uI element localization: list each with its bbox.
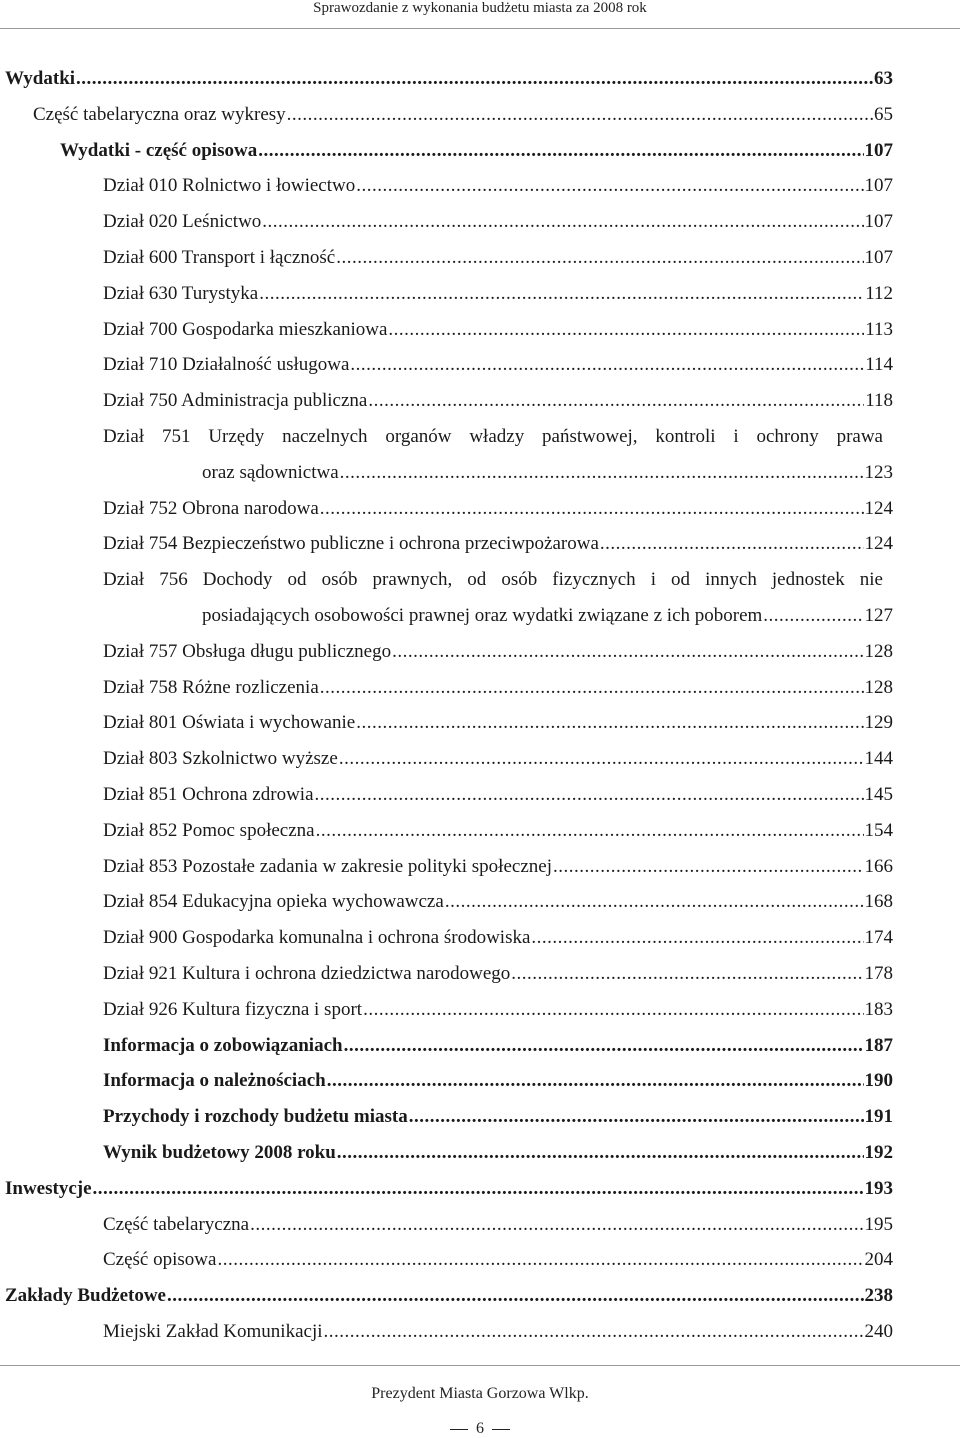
toc-entry-page: 107 [864, 139, 893, 161]
toc-entry-title: Zakłady Budżetowe [5, 1285, 166, 1307]
toc-entry-title: Dział 853 Pozostałe zadania w zakresie polityki społecznej [103, 855, 552, 877]
dot-leader [262, 212, 863, 232]
toc-entry-page: 118 [865, 390, 893, 412]
toc-entry-title: Dział 020 Leśnictwo [103, 211, 262, 233]
toc-entry-inwestycje-czesc-opisowa[interactable] [103, 1243, 893, 1279]
toc-entry-title: Dział 700 Gospodarka mieszkaniowa [103, 318, 388, 340]
dash-right [492, 1429, 510, 1430]
toc-entry-title: Dział 757 Obsługa długu publicznego [103, 640, 392, 662]
toc-entry-informacja-zobowiazania[interactable] [103, 1029, 893, 1065]
dot-leader [259, 284, 864, 304]
toc-entry-page: 168 [864, 891, 893, 913]
dot-leader [388, 320, 864, 340]
toc-entry-page: 128 [864, 640, 893, 662]
dot-leader [409, 1107, 864, 1127]
dot-leader [600, 534, 864, 554]
toc-entry-page: 238 [864, 1285, 893, 1307]
dot-leader [356, 176, 863, 196]
toc-entry-page: 187 [864, 1034, 893, 1056]
toc-entry-dzial-921[interactable] [103, 957, 893, 993]
toc-entry-title: Wydatki [5, 68, 76, 89]
footer-text: Prezydent Miasta Gorzowa Wlkp. [371, 1385, 589, 1402]
dot-leader [167, 1286, 864, 1306]
dot-leader [344, 1036, 864, 1056]
dot-leader [340, 463, 864, 483]
toc-entry-page: 107 [864, 211, 893, 233]
dot-leader [511, 964, 863, 984]
toc-entry-title: Dział 750 Administracja publiczna [103, 390, 368, 412]
dot-leader [356, 713, 863, 733]
dot-leader [445, 892, 864, 912]
toc-entry-title: Część tabelaryczna oraz wykresy [33, 103, 286, 125]
dot-leader [339, 749, 864, 769]
toc-entry-title: posiadających osobowości prawnej oraz wydatki związane z ich poborem [202, 604, 763, 626]
toc-entry-title: Informacja o zobowiązaniach [103, 1034, 343, 1056]
toc-entry-page: 63 [874, 68, 893, 89]
toc-entry-page: 65 [874, 103, 893, 125]
toc-entry-dzial-010[interactable] [103, 169, 893, 205]
toc-entry-title: Część tabelaryczna [103, 1213, 250, 1235]
dot-leader [250, 1215, 863, 1235]
toc-entry-title: Dział 010 Rolnictwo i łowiectwo [103, 175, 356, 197]
toc-entry-dzial-752[interactable] [103, 492, 893, 528]
toc-entry-dzial-852[interactable] [103, 814, 893, 850]
toc-entry-title: Dział 630 Turystyka [103, 282, 259, 304]
toc-entry-przychody-rozchody[interactable] [103, 1100, 893, 1136]
dot-leader [363, 1000, 863, 1020]
dot-leader [258, 141, 863, 161]
toc-entry-dzial-020[interactable] [103, 205, 893, 241]
toc-entry-title: Inwestycje [5, 1177, 92, 1199]
dot-leader [320, 678, 864, 698]
footer-divider [0, 1365, 960, 1366]
toc-entry-page: 144 [864, 748, 893, 770]
dot-leader [531, 928, 863, 948]
toc-entry-dzial-803[interactable] [103, 742, 893, 778]
dot-leader [350, 355, 864, 375]
toc-entry-page: 112 [865, 282, 893, 304]
running-header [0, 0, 960, 29]
toc-entry-title: Dział 900 Gospodarka komunalna i ochrona środowiska [103, 927, 531, 949]
toc-entry-page: 123 [864, 461, 893, 483]
running-header-title: Sprawozdanie z wykonania budżetu miasta za 2008 rok [313, 0, 647, 16]
toc-entry-title-line1: Dział 756 Dochody od osób prawnych, od osób fizycznych i od innych jednostek nie [103, 569, 883, 591]
toc-entry-title: Dział 600 Transport i łączność [103, 246, 336, 268]
toc-entry-dzial-801[interactable] [103, 706, 893, 742]
dot-leader [337, 1143, 864, 1163]
toc-entry-page: 113 [865, 318, 893, 340]
dot-leader [76, 69, 873, 89]
dot-leader [93, 1179, 864, 1199]
toc-entry-wydatki[interactable] [5, 62, 893, 98]
dot-leader [324, 1322, 864, 1342]
toc-entry-title: Dział 926 Kultura fizyczna i sport [103, 998, 363, 1020]
toc-entry-dzial-926[interactable] [103, 993, 893, 1029]
toc-entry-dzial-710[interactable] [103, 348, 893, 384]
toc-entry-page: 193 [864, 1177, 893, 1199]
dot-leader [287, 105, 873, 125]
toc-entry-zaklady-budzetowe[interactable] [5, 1279, 893, 1315]
toc-entry-page: 191 [864, 1106, 893, 1128]
toc-entry-page: 107 [864, 175, 893, 197]
dot-leader [336, 248, 863, 268]
dot-leader [315, 785, 864, 805]
toc-entry-page: 192 [864, 1141, 893, 1163]
toc-entry-dzial-758[interactable] [103, 671, 893, 707]
toc-entry-title: Część opisowa [103, 1249, 217, 1271]
toc-entry-page: 129 [864, 712, 893, 734]
toc-entry-page: 145 [864, 783, 893, 805]
toc-entry-wydatki-czesc-opisowa[interactable] [60, 134, 893, 170]
toc-entry-page: 204 [864, 1249, 893, 1271]
toc-entry-dzial-756[interactable] [103, 563, 893, 635]
toc-entry-dzial-600[interactable] [103, 241, 893, 277]
toc-entry-dzial-630[interactable] [103, 277, 893, 313]
toc-entry-page: 240 [864, 1320, 893, 1342]
dot-leader [217, 1250, 863, 1270]
toc-entry-page: 154 [864, 819, 893, 841]
toc-entry-page: 107 [864, 246, 893, 268]
toc-entry-page: 195 [864, 1213, 893, 1235]
toc-entry-page: 128 [864, 676, 893, 698]
dash-left [450, 1429, 468, 1430]
toc-entry-page: 124 [864, 497, 893, 519]
toc-entry-page: 166 [864, 855, 893, 877]
toc-entry-dzial-700[interactable] [103, 313, 893, 349]
table-of-contents [0, 62, 960, 1351]
toc-entry-dzial-754[interactable] [103, 527, 893, 563]
dot-leader [327, 1071, 864, 1091]
toc-entry-title: Dział 852 Pomoc społeczna [103, 819, 315, 841]
toc-entry-inwestycje-czesc-tabelaryczna[interactable] [103, 1208, 893, 1244]
toc-entry-miejski-zaklad-komunikacji[interactable] [103, 1315, 893, 1351]
toc-entry-title: Dział 754 Bezpieczeństwo publiczne i ochrona przeciwpożarowa [103, 533, 599, 555]
toc-entry-dzial-751[interactable] [103, 420, 893, 492]
dot-leader [316, 821, 864, 841]
dot-leader [320, 499, 864, 519]
toc-entry-title: Dział 803 Szkolnictwo wyższe [103, 748, 338, 770]
toc-entry-title-line1: Dział 751 Urzędy naczelnych organów władzy państwowej, kontroli i ochrony prawa [103, 425, 883, 447]
toc-entry-title: Miejski Zakład Komunikacji [103, 1320, 323, 1342]
toc-entry-title: Przychody i rozchody budżetu miasta [103, 1106, 408, 1128]
toc-entry-title: Informacja o należnościach [103, 1070, 326, 1092]
dot-leader [763, 606, 863, 626]
toc-entry-czesc-tabelaryczna-wykresy[interactable] [33, 98, 893, 134]
toc-entry-dzial-900[interactable] [103, 921, 893, 957]
toc-entry-dzial-854[interactable] [103, 885, 893, 921]
toc-entry-page: 114 [865, 354, 893, 376]
dot-leader [392, 642, 863, 662]
toc-entry-dzial-757[interactable] [103, 635, 893, 671]
toc-entry-dzial-851[interactable] [103, 778, 893, 814]
toc-entry-title: oraz sądownictwa [202, 461, 339, 483]
toc-entry-page: 174 [864, 927, 893, 949]
toc-entry-title: Dział 710 Działalność usługowa [103, 354, 350, 376]
toc-entry-title: Wydatki - część opisowa [60, 139, 258, 161]
toc-entry-inwestycje[interactable] [5, 1172, 893, 1208]
toc-entry-informacja-naleznosci[interactable] [103, 1064, 893, 1100]
toc-entry-title: Dział 758 Różne rozliczenia [103, 676, 319, 698]
page-number [0, 1420, 960, 1438]
toc-entry-page: 190 [864, 1070, 893, 1092]
page-number-value: 6 [476, 1420, 484, 1437]
toc-entry-title: Dział 854 Edukacyjna opieka wychowawcza [103, 891, 444, 913]
toc-entry-dzial-853[interactable] [103, 850, 893, 886]
toc-entry-page: 124 [864, 533, 893, 555]
toc-entry-title: Dział 851 Ochrona zdrowia [103, 783, 314, 805]
dot-leader [368, 391, 864, 411]
toc-entry-page: 127 [864, 604, 893, 626]
toc-entry-title: Dział 752 Obrona narodowa [103, 497, 319, 519]
toc-entry-dzial-750[interactable] [103, 384, 893, 420]
toc-entry-title: Dział 921 Kultura i ochrona dziedzictwa narodowego [103, 962, 511, 984]
dot-leader [553, 857, 864, 877]
toc-entry-page: 178 [864, 962, 893, 984]
toc-entry-page: 183 [864, 998, 893, 1020]
toc-entry-title: Dział 801 Oświata i wychowanie [103, 712, 356, 734]
toc-entry-wynik-budzetowy[interactable] [103, 1136, 893, 1172]
toc-entry-title: Wynik budżetowy 2008 roku [103, 1141, 336, 1163]
